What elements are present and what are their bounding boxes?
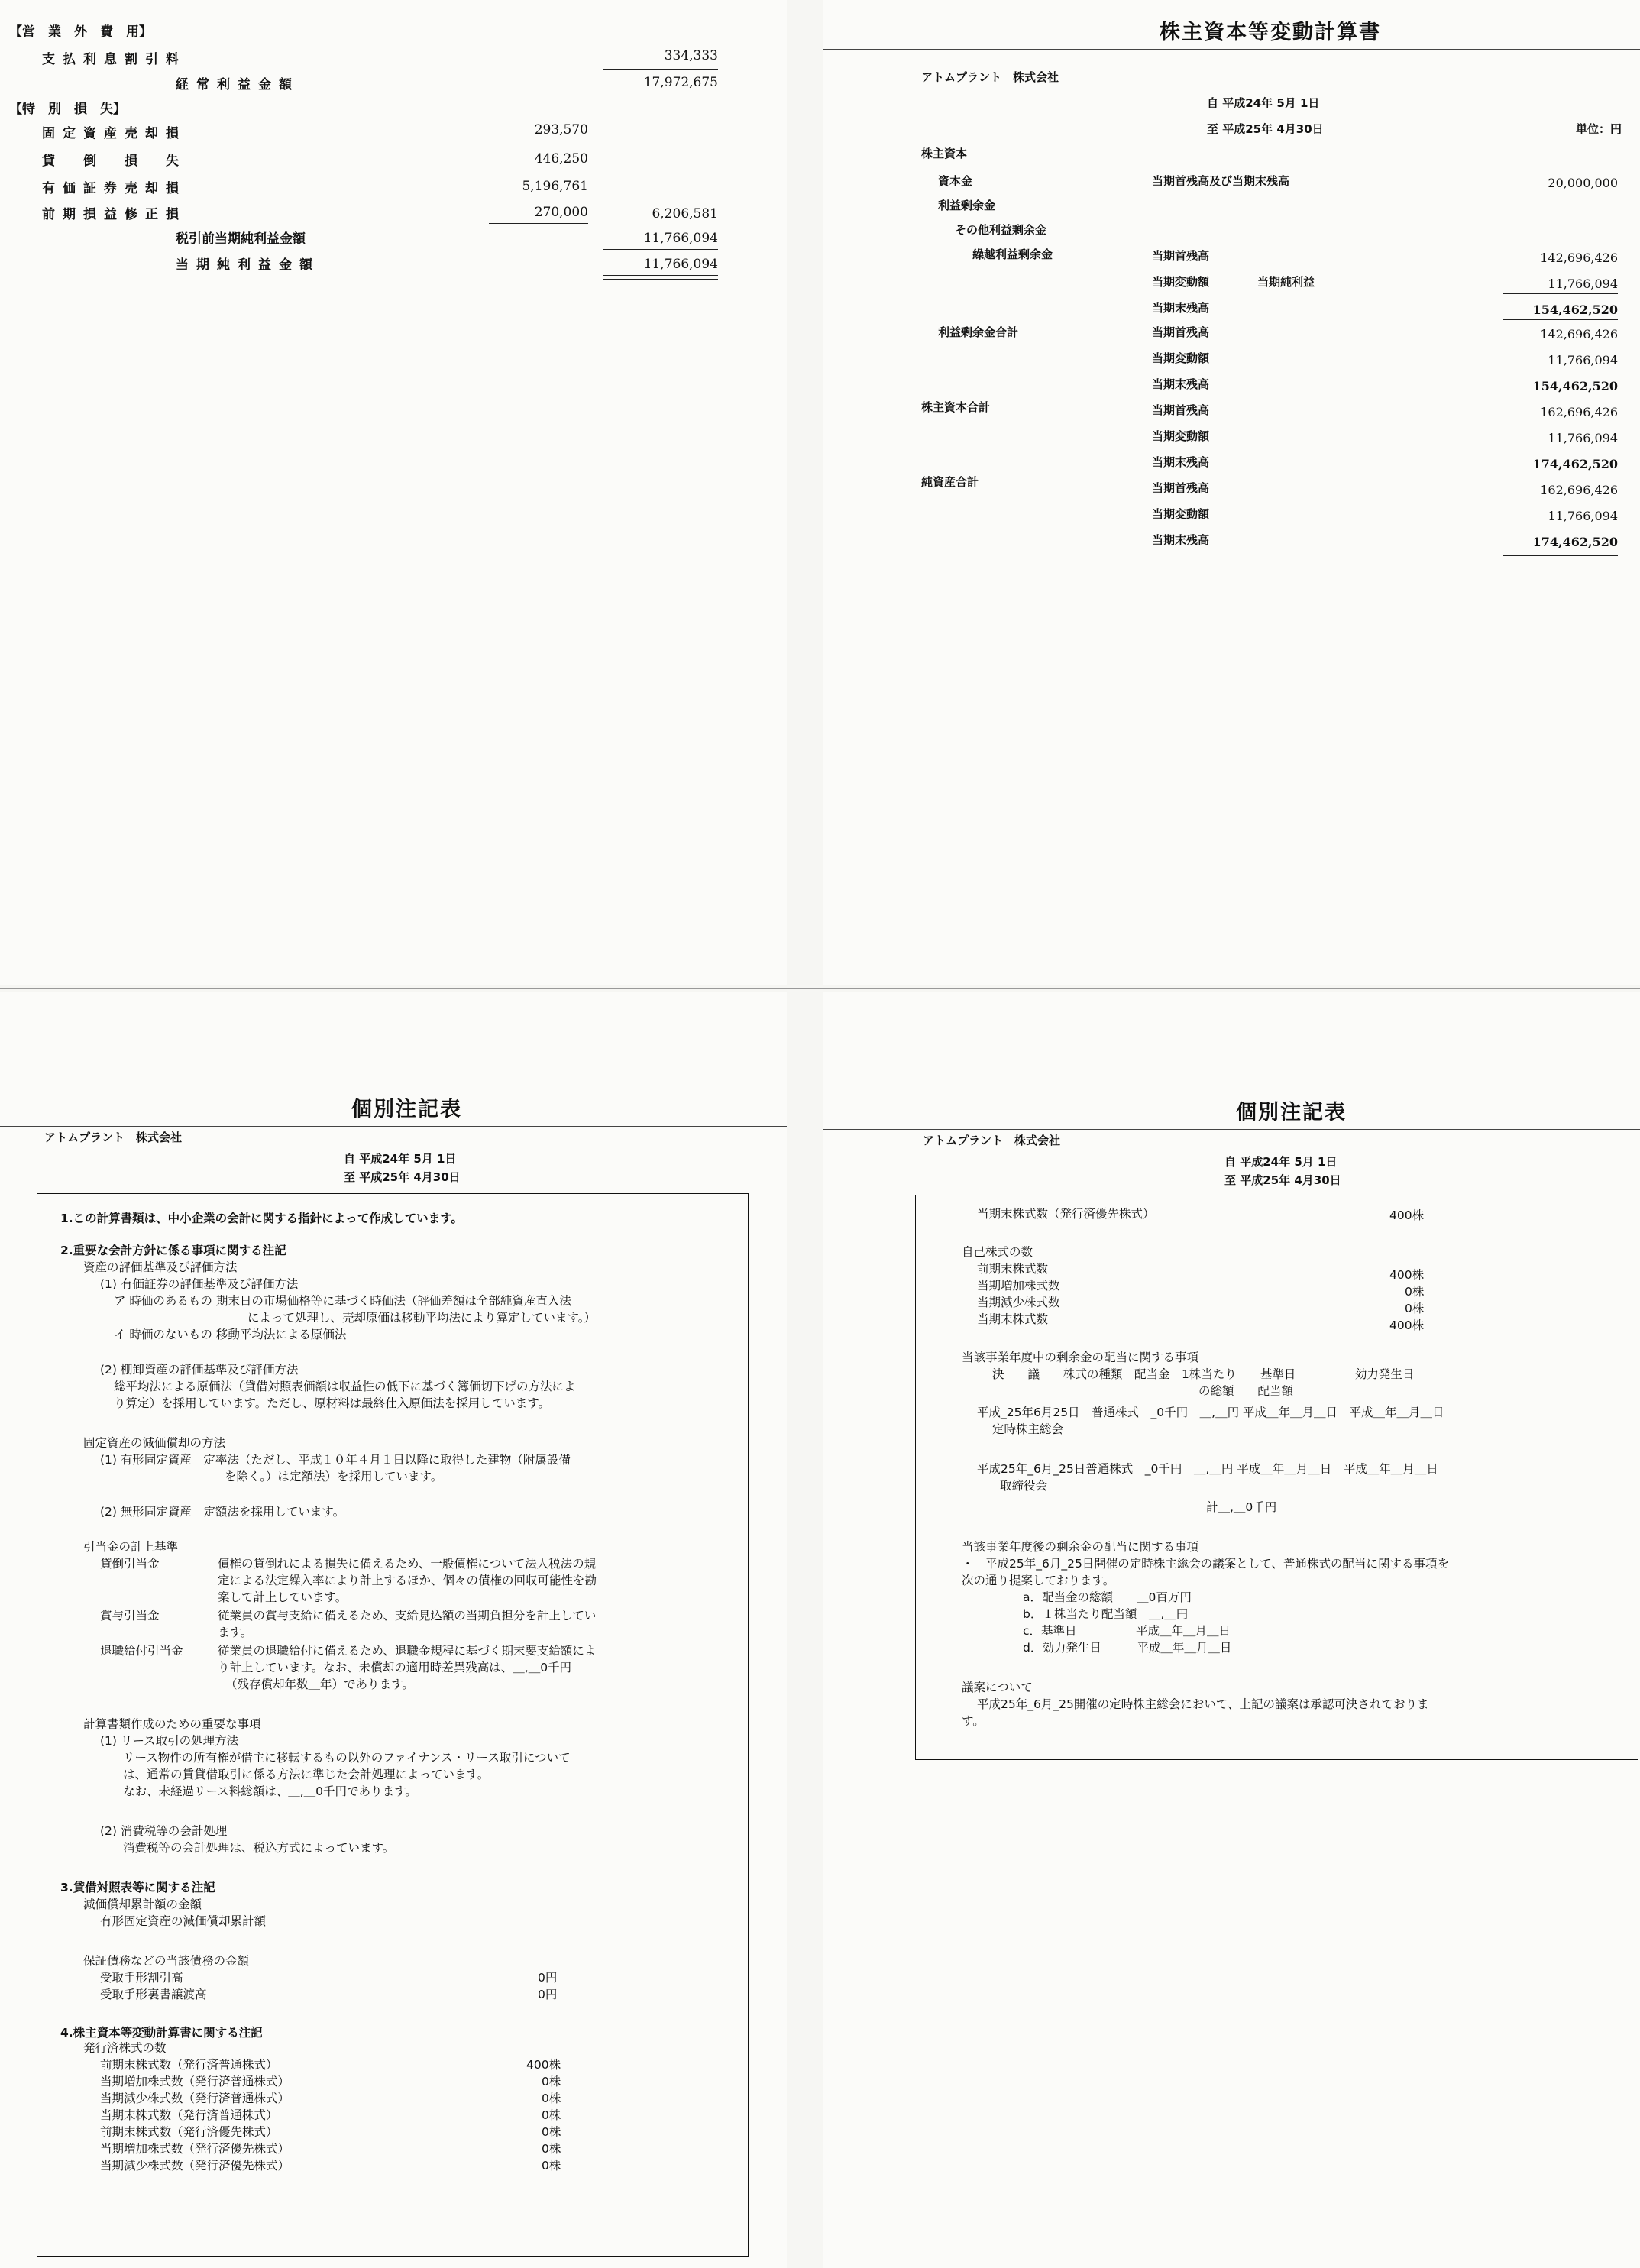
note-line: (1) リース取引の処理方法	[100, 1734, 239, 1748]
note-line: 減価償却累計額の金額	[83, 1898, 202, 1911]
note-line: 賞与引当金	[100, 1609, 160, 1623]
note-line: 固定資産の減価償却の方法	[83, 1436, 226, 1450]
period-from: 自 平成24年 5月 1日	[1224, 1155, 1338, 1169]
begin-balance-label: 当期首残高	[1152, 403, 1210, 417]
loss-label-1: 固定資産売却損	[42, 126, 186, 141]
title-rule	[823, 1129, 1640, 1130]
note-line: 当期減少株式数（発行済優先株式）	[100, 2159, 290, 2173]
loss-label-2: 貸 倒 損 失	[42, 154, 186, 169]
note-line: 受取手形裏書譲渡高	[100, 1988, 207, 2001]
note-line: 引当金の計上基準	[83, 1540, 179, 1554]
note-line: 案して計上しています。	[218, 1590, 348, 1604]
note-line: 1.この計算書類は、中小企業の会計に関する指針によって作成しています。	[60, 1212, 463, 1225]
net-income-item: 当期純利益	[1257, 275, 1315, 289]
retained-change-value: 11,766,094	[1548, 353, 1618, 367]
net-assets-begin-value: 162,696,426	[1540, 483, 1618, 497]
note-line: 資産の評価基準及び評価方法	[83, 1260, 238, 1274]
note-line: 計算書類作成のための重要な事項	[83, 1717, 261, 1731]
note-line: は、通常の賃貸借取引に係る方法に準じた会計処理によっています。	[123, 1768, 490, 1781]
note-line: 前期末株式数（発行済普通株式）	[100, 2058, 278, 2072]
underline	[603, 69, 718, 70]
note-line: (2) 無形固定資産 定額法を採用しています。	[100, 1505, 345, 1519]
note-line: の総額 配当額	[1198, 1384, 1294, 1398]
note-line: 当該事業年度後の剰余金の配当に関する事項	[962, 1540, 1199, 1554]
note-value: 0株	[542, 2092, 561, 2105]
note-line: り算定）を採用しています。ただし、原材料は最終仕入原価法を採用しています。	[114, 1396, 551, 1410]
extraordinary-total: 6,206,581	[652, 206, 718, 222]
title-rule	[823, 49, 1640, 50]
note-line: 当期減少株式数	[977, 1296, 1060, 1309]
period-to: 至 平成25年 4月30日	[1207, 122, 1324, 136]
carried-change-value: 11,766,094	[1548, 277, 1618, 291]
note-line: 決 議 株式の種類 配当金 1株当たり 基準日 効力発生日	[992, 1367, 1415, 1381]
note-value: 0株	[542, 2108, 561, 2122]
note-line: a．配当金の総額 ＿0百万円	[1023, 1590, 1192, 1604]
note-value: 0円	[538, 1988, 558, 2001]
note-line: リース物件の所有権が借主に移転するもの以外のファイナンス・リース取引について	[123, 1751, 571, 1765]
period-from: 自 平成24年 5月 1日	[344, 1152, 457, 1166]
note-value: 0株	[1405, 1285, 1425, 1299]
shareholders-equity-label: 株主資本	[921, 147, 968, 160]
note-heading: 3.貸借対照表等に関する注記	[60, 1881, 215, 1894]
note-value: 400株	[526, 2058, 561, 2072]
loss-value-2: 446,250	[534, 151, 588, 167]
note-line: 定による法定繰入率により計上するほか、個々の債権の回収可能性を勘	[218, 1574, 597, 1587]
net-assets-change-value: 11,766,094	[1548, 509, 1618, 523]
equity-statement-page	[823, 0, 1640, 985]
note-heading: 2.重要な会計方針に係る事項に関する注記	[60, 1244, 286, 1257]
loss-label-3: 有価証券売却損	[42, 181, 186, 196]
note-line: 当期減少株式数（発行済普通株式）	[100, 2092, 290, 2105]
double-underline	[603, 275, 718, 280]
note-line: d．効力発生日 平成＿年＿月＿日	[1023, 1641, 1232, 1655]
note-line: 取締役会	[1000, 1479, 1048, 1493]
net-assets-label: 純資産合計	[921, 475, 979, 489]
interest-value: 334,333	[664, 48, 718, 63]
note-line: ・ 平成25年_6月_25日開催の定時株主総会の議案として、普通株式の配当に関する事項を	[962, 1557, 1450, 1571]
change-label: 当期変動額	[1152, 275, 1210, 289]
note-line: (2) 棚卸資産の評価基準及び評価方法	[100, 1363, 299, 1377]
note-line: を除く。）は定額法）を採用しています。	[225, 1470, 443, 1483]
note-value: 0株	[542, 2159, 561, 2173]
pretax-income-label: 税引前当期純利益金額	[176, 231, 306, 247]
note-line: (1) 有形固定資産 定率法（ただし、平成１０年４月１日以降に取得した建物（附属設備	[100, 1453, 571, 1467]
carried-end-value: 154,462,520	[1532, 303, 1618, 317]
retained-end-value: 154,462,520	[1532, 379, 1618, 393]
interest-label: 支払利息割引料	[42, 52, 186, 67]
notes-box	[915, 1195, 1638, 1760]
page-divider-horizontal	[0, 988, 1640, 989]
note-line: 平成_25年6月25日 普通株式 _0千円 ＿,＿円 平成＿年＿月＿日 平成＿年＿月＿日	[977, 1406, 1444, 1419]
note-line: なお、未経過リース料総額は、＿,＿0千円であります。	[123, 1784, 417, 1798]
carried-forward-label: 繰越利益剰余金	[972, 248, 1053, 261]
underline	[1503, 293, 1618, 294]
loss-value-4: 270,000	[534, 205, 588, 220]
extraordinary-loss-header: 【特 別 損 失】	[9, 102, 126, 117]
note-line: 平成25年_6月_25日普通株式 _0千円 ＿,＿円 平成＿年＿月＿日 平成＿年＿月＿日	[977, 1462, 1438, 1476]
note-line: (1) 有価証券の評価基準及び評価方法	[100, 1277, 299, 1291]
note-line: 債権の貸倒れによる損失に備えるため、一般債権について法人税法の規	[218, 1557, 597, 1571]
note-line: 当期増加株式数（発行済普通株式）	[100, 2075, 290, 2088]
underline	[1503, 319, 1618, 320]
net-income-value: 11,766,094	[643, 257, 718, 272]
loss-value-1: 293,570	[534, 122, 588, 138]
retained-begin-value: 142,696,426	[1540, 327, 1618, 341]
change-label: 当期変動額	[1152, 507, 1210, 521]
note-value: 0株	[542, 2075, 561, 2088]
loss-value-3: 5,196,761	[522, 179, 588, 194]
note-line: 次の通り提案しております。	[962, 1574, 1115, 1587]
note-line: によって処理し、売却原価は移動平均法により算定しています。）	[247, 1311, 597, 1325]
note-line: 有形固定資産の減価償却累計額	[100, 1914, 267, 1928]
notes-page-1	[0, 992, 787, 2268]
income-statement-page	[0, 0, 787, 985]
note-line: す。	[962, 1714, 985, 1728]
note-line: 保証債務などの当該債務の金額	[83, 1954, 250, 1968]
notes-page-2	[823, 992, 1640, 2268]
note-value: 0円	[538, 1971, 558, 1985]
loss-label-4: 前期損益修正損	[42, 207, 186, 222]
note-line: 当期増加株式数	[977, 1279, 1060, 1293]
note-value: 0株	[1405, 1302, 1425, 1315]
note-value: 400株	[1389, 1268, 1425, 1282]
equity-end-value: 174,462,520	[1532, 457, 1618, 471]
change-label: 当期変動額	[1152, 429, 1210, 443]
company-name: アトムプラント 株式会社	[44, 1131, 183, 1144]
note-line: ア 時価のあるもの 期末日の市場価格等に基づく時価法（評価差額は全部純資産直入法	[114, 1294, 571, 1308]
note-line: 当期末株式数（発行済優先株式）	[977, 1207, 1155, 1221]
note-line: 発行済株式の数	[83, 2041, 167, 2055]
equity-change-value: 11,766,094	[1548, 431, 1618, 445]
end-balance-label: 当期末残高	[1152, 455, 1210, 469]
double-underline	[1503, 552, 1618, 556]
retained-total-label: 利益剰余金合計	[938, 325, 1019, 339]
net-income-label: 当期純利益金額	[176, 257, 320, 273]
note-line: 当期末株式数	[977, 1312, 1049, 1326]
underline	[603, 249, 718, 250]
note-line: 前期末株式数（発行済優先株式）	[100, 2125, 278, 2139]
note-line: 計＿,＿0千円	[1206, 1500, 1277, 1514]
note-line: 当期末株式数（発行済普通株式）	[100, 2108, 278, 2122]
begin-balance-label: 当期首残高	[1152, 249, 1210, 263]
note-line: 受取手形割引高	[100, 1971, 183, 1985]
note-line: ます。	[218, 1626, 253, 1639]
equity-begin-value: 162,696,426	[1540, 405, 1618, 419]
other-retained-label: その他利益剰余金	[955, 223, 1047, 237]
company-name: アトムプラント 株式会社	[921, 70, 1059, 84]
change-label: 当期変動額	[1152, 351, 1210, 365]
note-line: c．基準日 平成＿年＿月＿日	[1023, 1624, 1231, 1638]
company-name: アトムプラント 株式会社	[923, 1134, 1061, 1147]
period-from: 自 平成24年 5月 1日	[1207, 96, 1320, 110]
ordinary-income-value: 17,972,675	[643, 75, 718, 90]
nonop-expense-header: 【営 業 外 費 用】	[9, 24, 152, 40]
capital-desc: 当期首残高及び当期末残高	[1152, 174, 1290, 188]
page-title: 個別注記表	[351, 1098, 462, 1121]
capital-value: 20,000,000	[1548, 176, 1618, 190]
ordinary-income-label: 経常利益金額	[176, 77, 299, 92]
begin-balance-label: 当期首残高	[1152, 481, 1210, 495]
note-value: 400株	[1389, 1318, 1425, 1332]
note-line: 前期末株式数	[977, 1262, 1049, 1276]
net-assets-end-value: 174,462,520	[1532, 535, 1618, 549]
note-line: 総平均法による原価法（貸借対照表価額は収益性の低下に基づく簿価切下げの方法によ	[114, 1380, 576, 1393]
begin-balance-label: 当期首残高	[1152, 325, 1210, 339]
period-to: 至 平成25年 4月30日	[344, 1170, 461, 1184]
note-line: 従業員の賞与支給に備えるため、支給見込額の当期負担分を計上してい	[218, 1609, 597, 1623]
carried-begin-value: 142,696,426	[1540, 251, 1618, 265]
pretax-income-value: 11,766,094	[643, 231, 718, 246]
note-line: 当該事業年度中の剰余金の配当に関する事項	[962, 1351, 1199, 1364]
end-balance-label: 当期末残高	[1152, 533, 1210, 547]
note-line: b．１株当たり配当額 ＿,＿円	[1023, 1607, 1189, 1621]
note-line: 従業員の退職給付に備えるため、退職金規程に基づく期末要支給額によ	[218, 1644, 597, 1658]
note-line: 消費税等の会計処理は、税込方式によっています。	[123, 1841, 395, 1855]
end-balance-label: 当期末残高	[1152, 301, 1210, 315]
note-line: 平成25年_6月_25開催の定時株主総会において、上記の議案は承認可決されておりま	[977, 1697, 1429, 1711]
underline	[489, 223, 588, 224]
page-title: 株主資本等変動計算書	[1160, 21, 1381, 44]
note-value: 0株	[542, 2125, 561, 2139]
note-heading: 4.株主資本等変動計算書に関する注記	[60, 2026, 263, 2040]
note-line: り計上しています。なお、未償却の適用時差異残高は、＿,＿0千円	[218, 1661, 572, 1674]
unit-label: 単位：円	[1576, 122, 1622, 136]
period-to: 至 平成25年 4月30日	[1224, 1173, 1341, 1187]
note-line: 議案について	[962, 1681, 1033, 1694]
note-line: イ 時価のないもの 移動平均法による原価法	[114, 1328, 347, 1341]
note-line: (2) 消費税等の会計処理	[100, 1824, 228, 1838]
note-line: 貸倒引当金	[100, 1557, 160, 1571]
note-value: 0株	[542, 2142, 561, 2156]
notes-box	[37, 1193, 749, 2257]
note-line: （残存償却年数＿年）であります。	[225, 1678, 414, 1691]
note-line: 定時株主総会	[992, 1422, 1064, 1436]
note-line: 自己株式の数	[962, 1245, 1033, 1259]
note-value: 400株	[1389, 1208, 1425, 1222]
equity-total-label: 株主資本合計	[921, 400, 991, 414]
note-line: 当期増加株式数（発行済優先株式）	[100, 2142, 290, 2156]
page-title: 個別注記表	[1236, 1101, 1347, 1124]
title-rule	[0, 1126, 787, 1127]
capital-label: 資本金	[938, 174, 973, 188]
retained-earnings-label: 利益剰余金	[938, 199, 996, 212]
end-balance-label: 当期末残高	[1152, 377, 1210, 391]
note-line: 退職給付引当金	[100, 1644, 183, 1658]
